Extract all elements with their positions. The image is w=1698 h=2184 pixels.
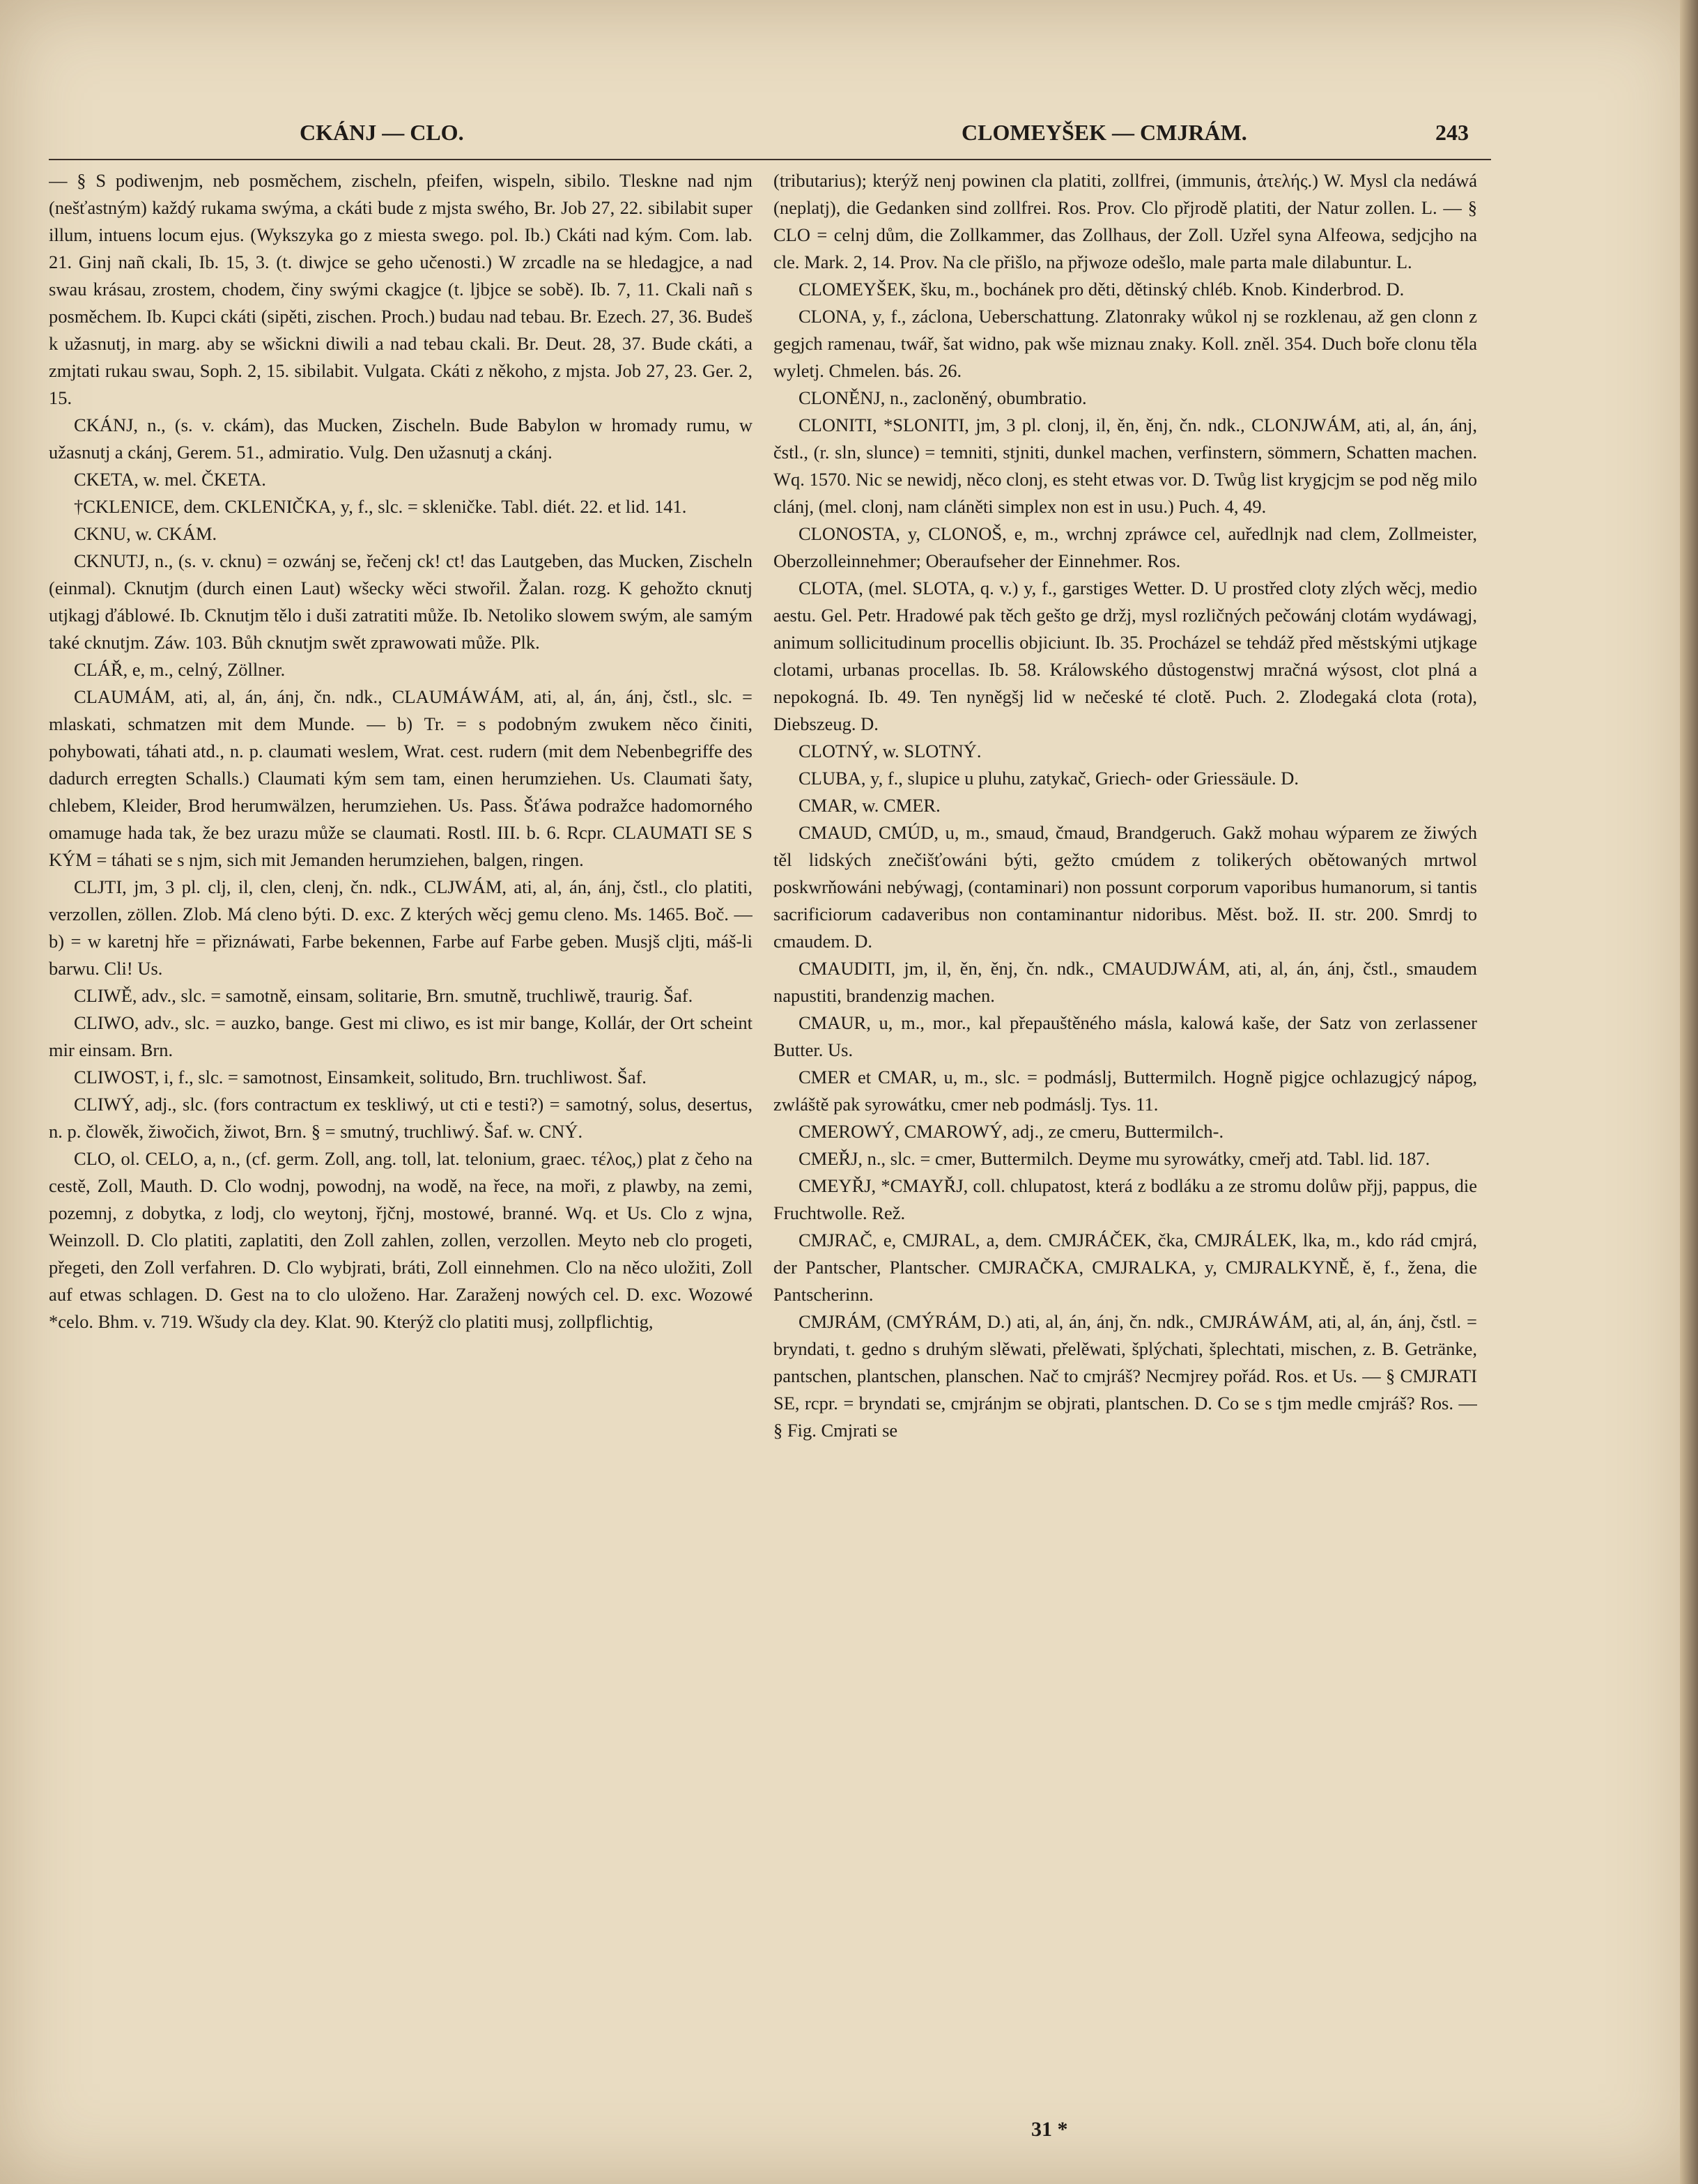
entry-paragraph: CMJRAČ, e, CMJRAL, a, dem. CMJRÁČEK, čka, CMJRÁLEK, lka, m., kdo rád cmjrá, der Pantscher, Plantscher. CMJRAČKA, CMJRALKA, y, CMJRALKYNĚ, ě, f., žena, die Pantscherinn. bbox=[773, 1230, 1477, 1305]
entry-paragraph: CLJTI, jm, 3 pl. clj, il, clen, clenj, čn. ndk., CLJWÁM, ati, al, án, ánj, čstl., clo platiti, verzollen, zöllen. Zlob. Má cleno býti. D. exc. Z kterých wěcj gemu cleno. Ms. 1465. Boč. — b) = w karetnj hře = přiznáwati, Farbe bekennen, Farbe auf Farbe geben. Musjš cljti, máš-li barwu. Cli! Us. bbox=[49, 876, 752, 979]
entry-paragraph: CLAUMÁM, ati, al, án, ánj, čn. ndk., CLAUMÁWÁM, ati, al, án, ánj, čstl., slc. = mlaskati, schmatzen mit dem Munde. — b) Tr. = s podobným zwukem něco činiti, pohybowati, táhati atd., n. p. claumati weslem, Wrat. cest. rudern (mit dem Nebenbegriffe des dadurch erregten Schalls.) Claumati kým sem tam, einen herumziehen. Us. Claumati šaty, chlebem, Kleider, Brod herumwälzen, herumziehen. Us. Pass. Šťáwa podražce hadomorného omamuge hada tak, že bez urazu může se claumati. Rostl. III. b. 6. Rcpr. CLAUMATI SE S KÝM = táhati se s njm, sich mit Jemanden herumziehen, balgen, ringen. bbox=[49, 686, 752, 870]
entry-paragraph: CLONOSTA, y, CLONOŠ, e, m., wrchnj zpráwce cel, auředlnjk nad clem, Zollmeister, Oberzolleinnehmer; Oberaufseher der Einnehmer. Ros. bbox=[773, 523, 1477, 571]
page-edge bbox=[1680, 0, 1698, 2184]
left-column bbox=[49, 167, 752, 2118]
entry-paragraph: CKNU, w. CKÁM. bbox=[74, 523, 217, 544]
entry-paragraph: CLIWO, adv., slc. = auzko, bange. Gest mi cliwo, es ist mir bange, Kollár, der Ort scheint mir einsam. Brn. bbox=[49, 1012, 752, 1060]
entry-paragraph: CMEROWÝ, CMAROWÝ, adj., ze cmeru, Buttermilch-. bbox=[798, 1121, 1224, 1142]
entry-paragraph: CLÁŘ, e, m., celný, Zöllner. bbox=[74, 659, 286, 680]
entry-paragraph: CMAUD, CMÚD, u, m., smaud, čmaud, Brandgeruch. Gakž mohau wýparem ze žiwých těl lidských znečišťowáni býti, gežto cmúdem z tolikerých obětowaných mrtwol poskwrňowáni nebýwagj, (contaminari) non possunt corporum vaporibus humanorum, si tantis sacrificiorum cadaveribus non contaminantur nidoribus. Měst. bož. II. str. 200. Smrdj to cmaudem. D. bbox=[773, 822, 1477, 952]
entry-paragraph: — § S podiwenjm, neb posměchem, zischeln, pfeifen, wispeln, sibilo. Tleskne nad njm (nešťastným) každý rukama swýma, a ckáti bude z mjsta swého, Br. Job 27, 22. sibilabit super illum, intuens locum ejus. (Wykszyka go z miesta swego. pol. Ib.) Ckáti nad kým. Com. lab. 21. Ginj nañ ckali, Ib. 15, 3. (t. diwjce se geho učenosti.) W zrcadle na se hledagjce, a nad swau krásau, zrostem, chodem, činy swými ckagjce (t. ljbjce se sobě). Ib. 7, 11. Ckali nañ s posměchem. Ib. Kupci ckáti (sipěti, zischen. Proch.) budau nad tebau. Br. Ezech. 27, 36. Budeš k užasnutj, in marg. aby se wšickni diwili a nad tebau ckali. Br. Deut. 28, 37. Bude ckáti, a zmjtati rukau swau, Soph. 2, 15. sibilabit. Vulgata. Ckáti z někoho, z mjsta. Job 27, 23. Ger. 2, 15. bbox=[49, 170, 752, 408]
right-running-title: CLOMEYŠEK — CMJRÁM. bbox=[962, 120, 1247, 145]
entry-paragraph: CKÁNJ, n., (s. v. ckám), das Mucken, Zischeln. Bude Babylon w hromady rumu, w užasnutj a ckánj, Gerem. 51., admiratio. Vulg. Den užasnutj a ckánj. bbox=[49, 415, 752, 463]
entry-paragraph: CLUBA, y, f., slupice u pluhu, zatykač, Griech- oder Griessäule. D. bbox=[798, 768, 1299, 789]
entry-paragraph: CMJRÁM, (CMÝRÁM, D.) ati, al, án, ánj, čn. ndk., CMJRÁWÁM, ati, al, án, ánj, čstl. = bryndati, t. gedno s druhým slěwati, přelěwati, šplýchati, šplechtati, mischen, z. B. Getränke, pantschen, plantschen, planschen. Nač to cmjráš? Necmjrey pořád. Ros. et Us. — § CMJRATI SE, rcpr. = bryndati se, cmjránjm se objrati, plantschen. D. Co se s tjm medle cmjráš? Ros. — § Fig. Cmjrati se bbox=[773, 1311, 1477, 1441]
right-column bbox=[773, 167, 1477, 2118]
signature-mark: 31 * bbox=[1031, 2118, 1068, 2141]
entry-paragraph: CLONĚNJ, n., zacloněný, obumbratio. bbox=[798, 387, 1087, 408]
entry-paragraph: CLIWĚ, adv., slc. = samotně, einsam, solitarie, Brn. smutně, truchliwě, traurig. Šaf. bbox=[74, 985, 693, 1006]
left-running-title: CKÁNJ — CLO. bbox=[300, 120, 464, 145]
entry-paragraph: CMEŘJ, n., slc. = cmer, Buttermilch. Deyme mu syrowátky, cmeřj atd. Tabl. lid. 187. bbox=[798, 1148, 1430, 1169]
entry-paragraph: CLOTA, (mel. SLOTA, q. v.) y, f., garstiges Wetter. D. U prostřed cloty zlých wěcj, medio aestu. Gel. Petr. Hradowé pak těch gešto ge držj, mysl rozličných pečowánj clotám wydáwagj, animum sollicitudinum procellis objiciunt. Ib. 35. Procházel se tehdáž před městskými utjkage clotami, urbanas procellas. Ib. 58. Králowského důstogenstwj mračná wýsost, clot plná a nepokogná. Ib. 49. Ten nyněgšj lid w nečeské té clotě. Puch. 2. Zlodegaká clota (rota), Diebszeug. D. bbox=[773, 578, 1477, 734]
entry-paragraph: CMAUDITI, jm, il, ěn, ěnj, čn. ndk., CMAUDJWÁM, ati, al, án, ánj, čstl., smaudem napustiti, brandenzig machen. bbox=[773, 958, 1477, 1006]
entry-paragraph: CKNUTJ, n., (s. v. cknu) = ozwánj se, řečenj ck! ct! das Lautgeben, das Mucken, Zischeln (einmal). Cknutjm (durch einen Laut) wšecky wěci stwořil. Žalan. rozg. K gehožto cknutj utjkagj ďáblowé. Ib. Cknutjm tělo i duši zatratiti může. Ib. Netoliko slowem swým, ale samým také cknutjm. Záw. 103. Bůh cknutjm swět zprawowati může. Plk. bbox=[49, 550, 752, 653]
entry-paragraph: CMER et CMAR, u, m., slc. = podmáslj, Buttermilch. Hogně pigjce ochlazugjcý nápog, zwláště pak syrowátku, cmer neb podmáslj. Tys. 11. bbox=[773, 1067, 1477, 1115]
page-number: 243 bbox=[1435, 120, 1469, 145]
entry-paragraph: CLONA, y, f., záclona, Ueberschattung. Zlatonraky wůkol nj se rozklenau, až gen clonn z gegjch ramenau, twář, šat widno, pak wše miznau znaky. Koll. zněl. 354. Duch boře clonu těla wyletj. Chmelen. bás. 26. bbox=[773, 306, 1477, 381]
entry-paragraph: CLOTNÝ, w. SLOTNÝ. bbox=[798, 741, 982, 761]
entry-paragraph: CMAR, w. CMER. bbox=[798, 795, 941, 816]
entry-paragraph: (tributarius); kterýž nenj powinen cla platiti, zollfrei, (immunis, ἀτελής.) W. Mysl cla nedáwá (neplatj), die Gedanken sind zollfrei. Ros. Prov. Clo přjrodě platiti, der Natur zollen. L. — § CLO = celnj dům, die Zollkammer, das Zollhaus, der Zoll. Uzřel syna Alfeowa, sedjcjho na cle. Mark. 2, 14. Prov. Na cle přišlo, na přjwoze odešlo, male parta male dilabuntur. L. bbox=[773, 170, 1477, 272]
entry-paragraph: CKETA, w. mel. ČKETA. bbox=[74, 469, 266, 490]
entry-paragraph: †CKLENICE, dem. CKLENIČKA, y, f., slc. = skleničke. Tabl. diét. 22. et lid. 141. bbox=[74, 496, 687, 517]
entry-paragraph: CLO, ol. CELO, a, n., (cf. germ. Zoll, ang. toll, lat. telonium, graec. τέλος,) plat z čeho na cestě, Zoll, Mauth. D. Clo wodnj, powodnj, na wodě, na řece, na moři, z plawby, na zemi, pozemnj, z dobytka, z lodj, clo weytonj, řjčnj, mostowé, branné. Wq. et Us. Clo z wjna, Weinzoll. D. Clo platiti, zaplatiti, den Zoll zahlen, zollen, verzollen. Meyto neb clo progeti, přegeti, den Zoll verfahren. D. Clo wybjrati, bráti, Zoll einnehmen. Clo na něco uložiti, Zoll auf etwas schlagen. D. Gest na to clo uloženo. Har. Zaraženj nowých cel. D. exc. Wozowé *celo. Bhm. v. 719. Wšudy cla dey. Klat. 90. Kterýž clo platiti musj, zollpflichtig, bbox=[49, 1148, 752, 1332]
entry-paragraph: CLIWOST, i, f., slc. = samotnost, Einsamkeit, solitudo, Brn. truchliwost. Šaf. bbox=[74, 1067, 647, 1087]
entry-paragraph: CMEYŘJ, *CMAYŘJ, coll. chlupatost, která z bodláku a ze stromu dolůw přjj, pappus, die Fruchtwolle. Rež. bbox=[773, 1175, 1477, 1223]
header-rule bbox=[49, 159, 1491, 160]
entry-paragraph: CMAUR, u, m., mor., kal přepauštěného másla, kalowá kaše, der Satz von zerlassener Butter. Us. bbox=[773, 1012, 1477, 1060]
entry-paragraph: CLIWÝ, adj., slc. (fors contractum ex teskliwý, ut cti e testi?) = samotný, solus, desertus, n. p. člowěk, žiwočich, žiwot, Brn. § = smutný, truchliwý. Šaf. w. CNÝ. bbox=[49, 1094, 752, 1142]
entry-paragraph: CLONITI, *SLONITI, jm, 3 pl. clonj, il, ěn, ěnj, čn. ndk., CLONJWÁM, ati, al, án, ánj, čstl., (r. sln, slunce) = temniti, stjniti, dunkel machen, verfinstern, sömmern, Schatten machen. Wq. 1570. Nic se newidj, něco clonj, es steht etwas vor. D. Twůg list krygjcjm se pod něg milo clánj, (mel. clonj, nam cláněti simplex non est in usu.) Puch. 4, 49. bbox=[773, 415, 1477, 517]
page-header bbox=[49, 120, 1491, 155]
entry-paragraph: CLOMEYŠEK, šku, m., bochánek pro děti, dětinský chléb. Knob. Kinderbrod. D. bbox=[798, 279, 1405, 300]
